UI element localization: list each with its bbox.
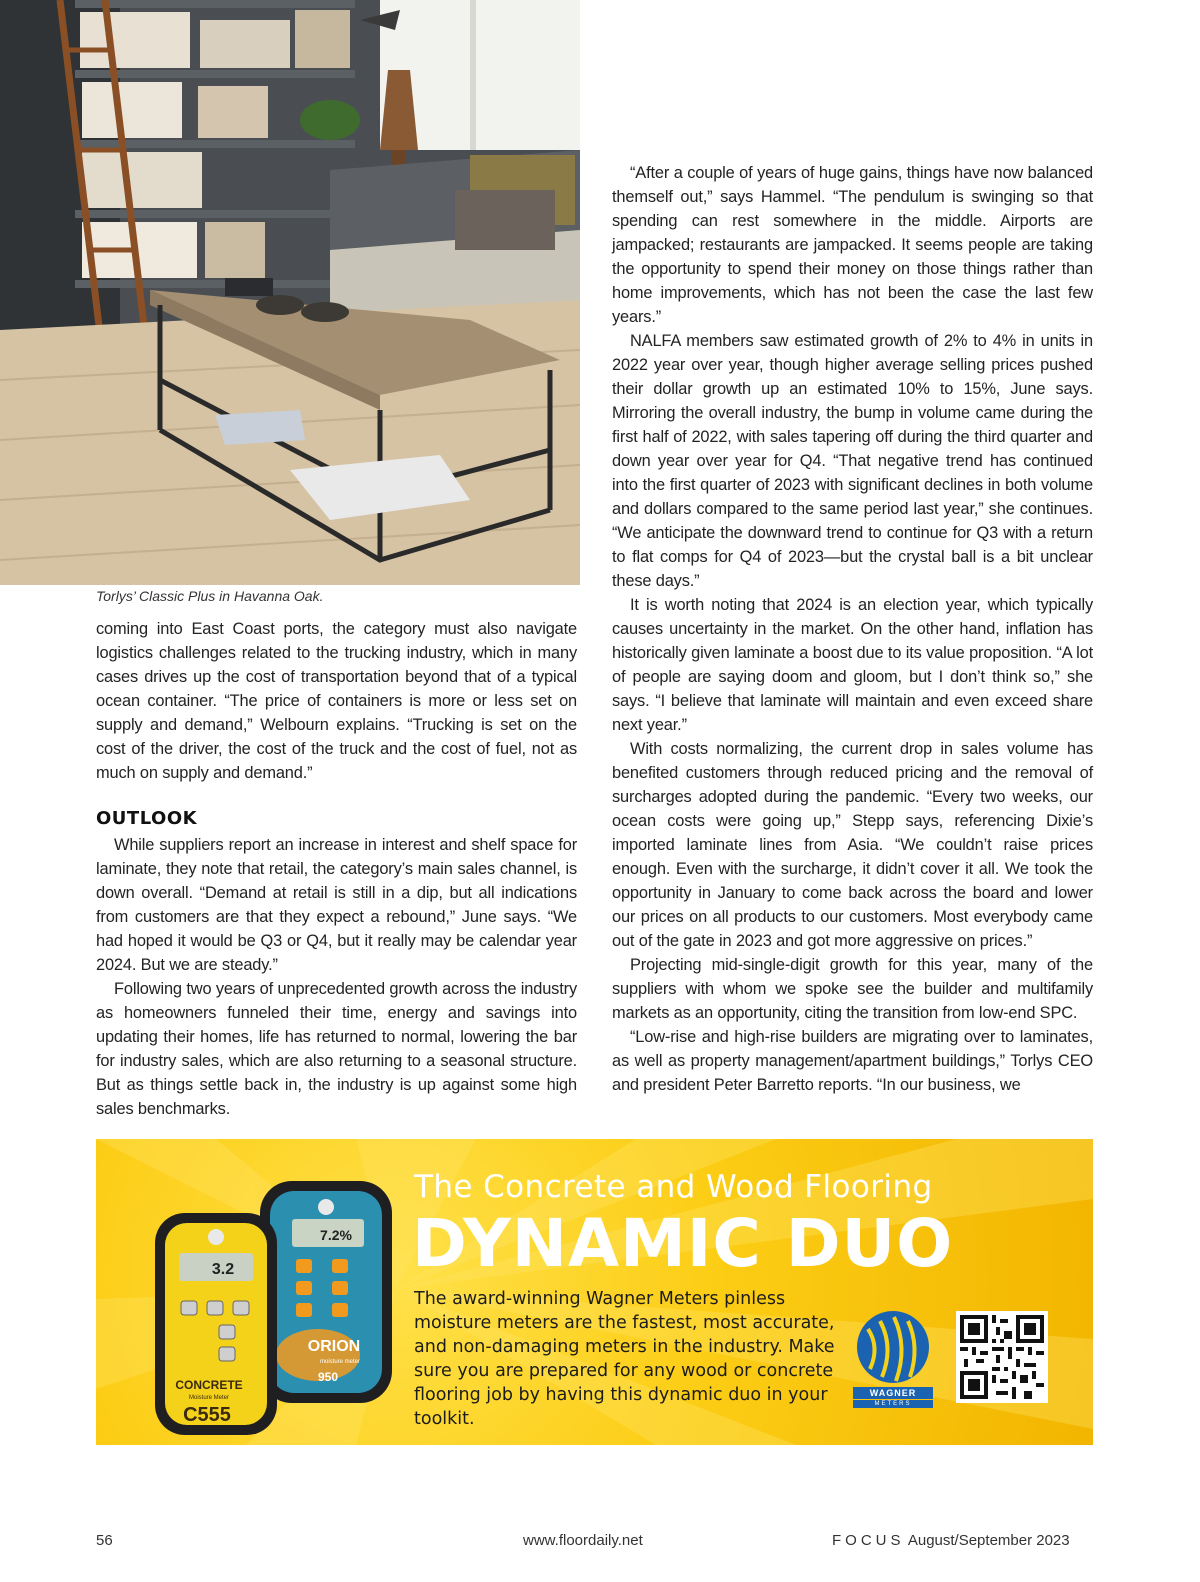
paragraph: Projecting mid-single-digit growth for this year, many of the suppliers with whom we spoke see the builder and multifamily markets as an opportunity, citing the transition from low-end SPC. — [612, 956, 1093, 1022]
paragraph: “Low-rise and high-rise builders are migrating over to laminates, as well as property management/apartment buildings,” Torlys CEO and president Peter Barretto reports. “In our business, we — [612, 1028, 1093, 1094]
issue-date: August/September 2023 — [907, 1532, 1070, 1549]
section-heading-outlook: OUTLOOK — [96, 808, 198, 829]
meter1-sublabel: Moisture Meter — [188, 1395, 230, 1401]
meter1-model: C555 — [183, 1404, 231, 1426]
paragraph: Following two years of unprecedented growth across the industry as homeowners funneled their time, energy and savings into updating their homes, life has returned to normal, lowering the bar for industry sales, which are also returning to a seasonal structure. But as things settle back in, the industry is up against some high sales benchmarks. — [96, 980, 577, 1118]
paragraph: “After a couple of years of huge gains, things have now balanced themself out,” says Hammel. “The pendulum is swinging so that spending can rest somewhere in the middle. Airports are jampacked; restaurants are jampacked. It seems people are taking the opportunity to spend their money on those things rather than home improvements, which has not been the case the last few years.” — [612, 164, 1093, 326]
page-number: 56 — [96, 1532, 113, 1549]
paragraph: With costs normalizing, the current drop in sales volume has benefited customers through reduced pricing and the removal of surcharges adopted during the pandemic. “Every two weeks, our ocean costs were going up,” Stepp says, referencing Dixie’s imported laminate lines from Asia. “We couldn’t raise prices enough. Even with the surcharge, it didn’t cover it all. We took the opportunity in January to come back across the board and lower our prices on all products to our customers. Most everybody came out of the gate in 2023 and got more aggressive on prices.” — [612, 740, 1093, 950]
left-column-top — [96, 617, 577, 785]
paragraph: coming into East Coast ports, the category must also navigate logistics challenges related to the trucking industry, which in many cases drives up the cost of transportation beyond that of a typical ocean container. “The price of containers is more or less set on supply and demand,” Welbourn explains. “Trucking is set on the cost of the driver, the cost of the truck and the cost of fuel, not as much on supply and demand.” — [96, 620, 577, 782]
living-room-illustration — [0, 0, 580, 585]
right-column — [612, 161, 1093, 1097]
meter1-label: CONCRETE — [175, 1378, 243, 1392]
meter2-model: 950 — [317, 1370, 339, 1384]
paragraph: NALFA members saw estimated growth of 2% to 4% in units in 2022 year over year, though higher average selling prices pushed their dollar growth up an estimated 10% to 15%, June says. Mirroring the overall industry, the bump in volume came during the first half of 2022, with sales tapering off during the third quarter and down year over year for Q4. “That negative trend has continued into the first quarter of 2023 with significant declines in both volume and dollars compared to the same period last year,” she continues. “We anticipate the downward trend to continue for Q3 with a return to flat comps for Q4 of 2023—but the crystal ball is a bit unclear these days.” — [612, 332, 1093, 590]
meter2-brand: ORION — [307, 1338, 361, 1355]
qr-code-icon[interactable] — [956, 1311, 1048, 1403]
ad-heading: The Concrete and Wood Flooring — [414, 1169, 933, 1205]
magazine-name: FOCUS — [832, 1532, 905, 1549]
left-column-bottom — [96, 833, 577, 1121]
wagner-logo-sub: METERS — [853, 1400, 933, 1408]
article-photo — [0, 0, 580, 585]
paragraph: While suppliers report an increase in interest and shelf space for laminate, they note that retail, the category’s main sales channel, is down overall. “Demand at retail is still in a dip, but all indications from customers are that they expect a rebound,” June says. “We had hoped it would be Q3 or Q4, but it really may be calendar year 2024. But we are steady.” — [96, 836, 577, 974]
meter2-display: 7.2% — [320, 1227, 352, 1243]
meter1-display: 3.2 — [211, 1261, 235, 1278]
wagner-logo-name: WAGNER — [853, 1387, 933, 1399]
ad-body-text: The award-winning Wagner Meters pinless moisture meters are the fastest, most accurate, and non-damaging meters in the industry. Make sure you are prepared for any wood or concrete flooring job by having this dynamic duo in your toolkit. — [414, 1289, 835, 1429]
concrete-c555-meter-image — [151, 1209, 281, 1439]
meter2-sub: moisture meter — [319, 1359, 361, 1365]
paragraph: It is worth noting that 2024 is an election year, which typically causes uncertainty in the market. On the other hand, inflation has historically given laminate a boost due to its value proposition. “A lot of people are saying doom and gloom, but I don’t think so,” she says. “I believe that laminate will maintain and even exceed share next year.” — [612, 596, 1093, 734]
footer-magazine-issue — [832, 1532, 1070, 1549]
ad-title: DYNAMIC DUO — [412, 1205, 954, 1282]
photo-caption: Torlys’ Classic Plus in Havanna Oak. — [96, 588, 324, 604]
wagner-meters-advertisement[interactable] — [96, 1139, 1093, 1445]
footer-url-link[interactable]: www.floordaily.net — [523, 1532, 643, 1549]
